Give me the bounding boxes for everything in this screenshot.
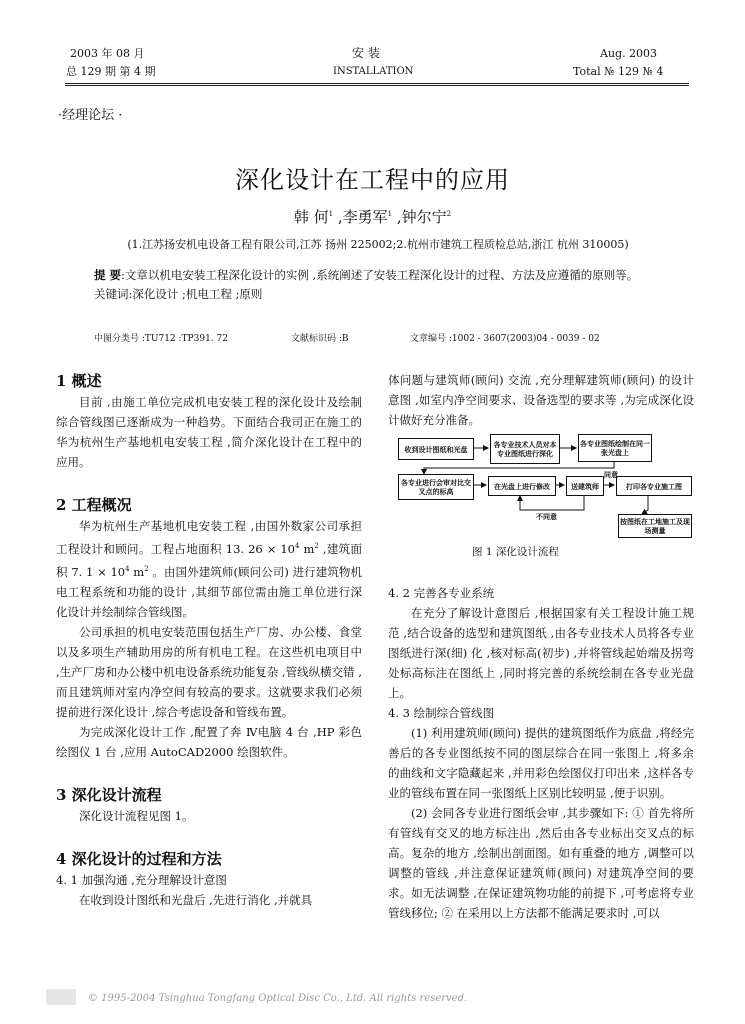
s2-sup-2: 2 (314, 542, 319, 550)
keywords-label: 关键词 (94, 287, 129, 301)
author-1: 韩 何 (293, 208, 329, 226)
author-2-sup: 1 (387, 210, 393, 218)
publisher-logo-icon (46, 989, 76, 1005)
section-4-1-title: 4. 1 加强沟通 ,充分理解设计意图 (56, 872, 227, 887)
section-4-1-paragraph: 在收到设计图纸和光盘后 ,先进行消化 ,并就具 (79, 892, 313, 907)
s2-sup-3: 4 (125, 564, 130, 573)
section-3-title: 3 深化设计流程 (56, 785, 162, 804)
abstract (94, 266, 666, 304)
section-4-2-paragraph: 在充分了解设计意图后 ,根据国家有关工程设计施工规范 ,结合设备的选型和建筑图纸 ,由各专业技术人员将各专业图纸进行深(细) 化 ,核对标高(初步) ,并将管线起始端及拐弯处标高标注在图纸上 ,同时将完善的系统绘制在各专业光盘上。 (388, 606, 694, 700)
flow-box-combine: 各专业图纸绘制在同一张光盘上 (578, 434, 652, 462)
abstract-text: :文章以机电安装工程深化设计的实例 ,系统阐述了安装工程深化设计的过程、方法及应遵循的原则等。 (121, 268, 639, 282)
flow-box-print: 打印各专业施工图 (616, 476, 692, 496)
author-1-sup: 1 (328, 210, 334, 218)
flow-box-receive: 收到设计图纸和光盘 (398, 438, 474, 460)
left-column (56, 370, 362, 910)
right-column-bottom (388, 583, 694, 923)
header-issue: 总 129 期 第 4 期 (66, 65, 156, 78)
s2-text-e: 。由国外建筑师(顾问公司) 进行建筑物机电工程系统和功能的设计 ,其细节部位需由施工单位进行深化设计并绘制综合管线图。 (56, 564, 363, 619)
author-3-sup: 2 (446, 210, 452, 218)
arrow-7-8 (642, 496, 648, 514)
s2-sup-1: 4 (294, 542, 300, 550)
section-1-title: 1 概述 (56, 372, 102, 390)
section-2-paragraph-3: 为完成深化设计工作 ,配置了奔 Ⅳ电脑 4 台 ,HP 彩色绘图仪 1 台 ,应用 AutoCAD2000 绘图软件。 (56, 724, 362, 759)
section-4-2-title: 4. 2 完善各专业系统 (388, 586, 495, 600)
flow-box-construct: 按图纸在工地施工及现场测量 (618, 514, 692, 538)
right-column-top (388, 370, 694, 430)
s2-text-d: m (129, 564, 145, 579)
s2-text-c: ,建筑面积 7. 1 × 10 (56, 541, 363, 579)
section-2-title: 2 工程概况 (56, 496, 132, 514)
arrow-feedback (520, 496, 584, 510)
section-1-paragraph: 目前 ,由施工单位完成机电安装工程的深化设计及绘制综合管线图已逐渐成为一种趋势。下面结合我司正在施工的华为杭州生产基地机电安装工程 ,简介深化设计在工程中的应用。 (56, 395, 362, 469)
header-date: 2003 年 08 月 (70, 47, 145, 60)
keywords: :深化设计 ;机电工程 ;原则 (128, 287, 263, 301)
section-3-paragraph: 深化设计流程见图 1。 (79, 808, 194, 823)
class-number: 中图分类号 :TU712 :TP391. 72 (94, 334, 228, 344)
author-list (0, 206, 745, 227)
header-journal-en: INSTALLATION (333, 66, 414, 77)
header-rule-2 (65, 85, 689, 86)
flow-box-deepen: 各专业技术人员对本专业图纸进行深化 (490, 434, 560, 464)
flow-label-yes: 同意 (604, 470, 618, 479)
section-2-paragraph-1 (56, 516, 362, 622)
author-3: ,钟尔宁 (392, 208, 447, 226)
header-date-en: Aug. 2003 (600, 47, 658, 60)
flow-label-no: 不同意 (536, 512, 557, 521)
header-issue-en: Total № 129 № 4 (573, 65, 664, 78)
paper-title: 深化设计在工程中的应用 (235, 166, 510, 194)
header-rule (65, 83, 689, 84)
copyright-footer: © 1995-2004 Tsinghua Tongfang Optical Disc Co., Ltd. All rights reserved. (88, 993, 468, 1004)
section-4-title: 4 深化设计的过程和方法 (56, 849, 222, 868)
article-number: 文章编号 :1002 - 3607(2003)04 - 0039 - 02 (410, 334, 600, 344)
abstract-label: 提 要 (94, 268, 122, 282)
flow-box-review: 各专业进行会审对比交叉点的标高 (398, 474, 474, 500)
section-4-3-title: 4. 3 绘制综合管线图 (388, 706, 495, 720)
column-tag: ·经理论坛 · (58, 108, 123, 123)
s2-sup-4: 2 (144, 564, 149, 573)
s2-text-b: m (299, 541, 315, 556)
flowchart (396, 430, 696, 538)
header-journal-cn: 安 装 (352, 46, 380, 60)
affiliation: (1.江苏扬安机电设备工程有限公司,江苏 扬州 225002;2.杭州市建筑工程质检总站,浙江 杭州 310005) (127, 238, 629, 251)
s2-text-a: 华为杭州生产基地机电安装工程 ,由国外数家公司承担工程设计和顾问。工程占地面积 13. 26 × 10 (56, 519, 362, 556)
section-4-3-paragraph-1: (1) 利用建筑师(顾问) 提供的建筑图纸作为底盘 ,将经完善后的各专业图纸按不同的图层综合在同一张图上 ,将多余的曲线和文字隐藏起来 ,并用彩色绘图仪打印出来 ,这样各专业的管线布置在同一张图纸上区别比较明显 ,便于识别。 (388, 726, 694, 800)
flow-box-modify: 在光盘上进行修改 (488, 476, 556, 496)
flow-box-architect: 送建筑师 (566, 476, 604, 496)
document-code: 文献标识码 :B (291, 334, 349, 344)
figure-caption: 图 1 深化设计流程 (472, 546, 559, 558)
continued-paragraph: 体问题与建筑师(顾问) 交流 ,充分理解建筑师(顾问) 的设计意图 ,如室内净空间要求、设备选型的要求等 ,为完成深化设计做好充分准备。 (388, 373, 694, 427)
section-2-paragraph-2: 公司承担的机电安装范围包括生产厂房、办公楼、食堂以及多项生产辅助用房的所有机电工程。在这些机电项目中 ,生产厂房和办公楼中机电设备系统功能复杂 ,管线纵横交错 ,而且建筑师对室内净空间有较高的要求。这就要求我们必须提前进行深化设计 ,综合考虑设备和管线布置。 (56, 624, 362, 719)
section-4-3-paragraph-2: (2) 会同各专业进行图纸会审 ,其步骤如下: ① 首先将所有管线有交叉的地方标注出 ,然后由各专业标出交叉点的标高。复杂的地方 ,绘制出剖面图。如有重叠的地方 ,调整可以调整的管线 ,并注意保证建筑师(顾问) 对建筑净空间的要求。如无法调整 ,在保证建筑物功能的前提下 ,可考虑将专业管线移位; ② 在采用以上方法都不能满足要求时 ,可以 (388, 806, 694, 920)
author-2: ,李勇军 (333, 208, 388, 226)
